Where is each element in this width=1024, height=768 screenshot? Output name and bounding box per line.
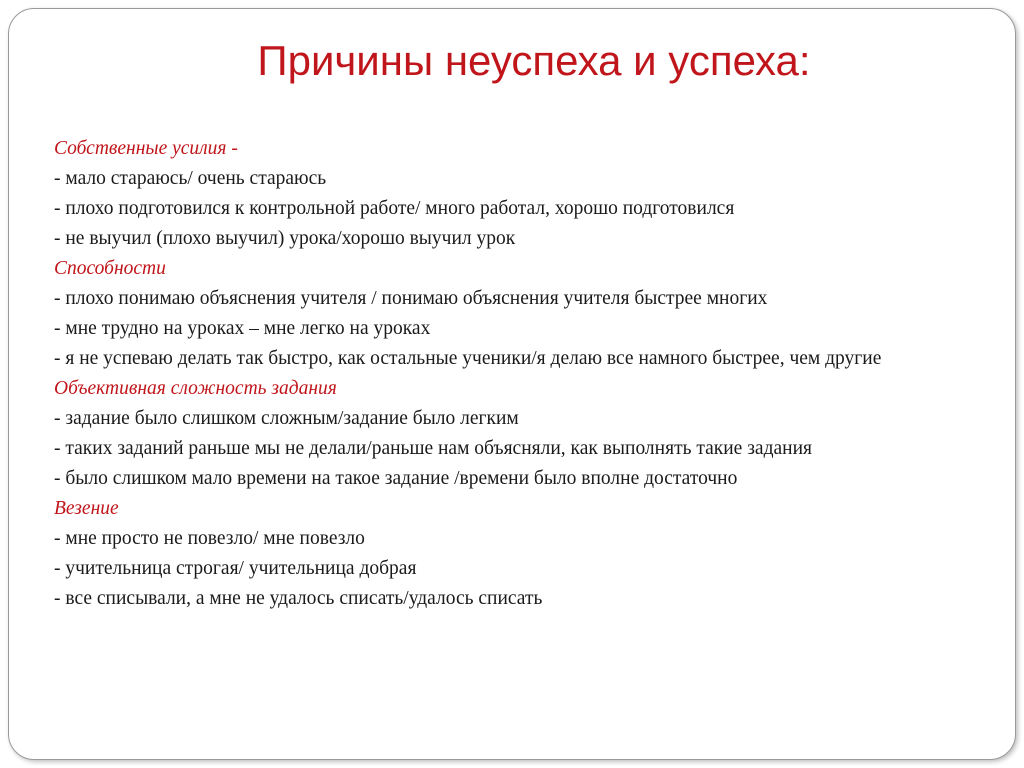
category-heading-luck: Везение <box>54 498 119 519</box>
list-item: - было слишком мало времени на такое задание /времени было вполне достаточно <box>54 468 738 489</box>
list-item: - я не успеваю делать так быстро, как остальные ученики/я делаю все намного быстрее, чем другие <box>54 348 882 369</box>
category-heading-abilities: Способности <box>54 258 166 279</box>
category-heading-effort: Собственные усилия - <box>54 138 238 159</box>
slide-content <box>54 138 984 618</box>
list-item: - мало стараюсь/ очень стараюсь <box>54 168 327 189</box>
list-item: - не выучил (плохо выучил) урока/хорошо выучил урок <box>54 228 516 249</box>
list-item: - учительница строгая/ учительница добрая <box>54 558 417 579</box>
list-item: - мне трудно на уроках – мне легко на уроках <box>54 318 431 339</box>
slide-title: Причины неуспеха и успеха: <box>257 37 811 84</box>
list-item: - мне просто не повезло/ мне повезло <box>54 528 365 549</box>
category-heading-task-difficulty: Объективная сложность задания <box>54 378 337 399</box>
list-item: - таких заданий раньше мы не делали/раньше нам объясняли, как выполнять такие задания <box>54 438 812 459</box>
list-item: - все списывали, а мне не удалось списать/удалось списать <box>54 588 543 609</box>
list-item: - задание было слишком сложным/задание было легким <box>54 408 519 429</box>
list-item: - плохо понимаю объяснения учителя / понимаю объяснения учителя быстрее многих <box>54 288 768 309</box>
list-item: - плохо подготовился к контрольной работе/ много работал, хорошо подготовился <box>54 198 735 219</box>
